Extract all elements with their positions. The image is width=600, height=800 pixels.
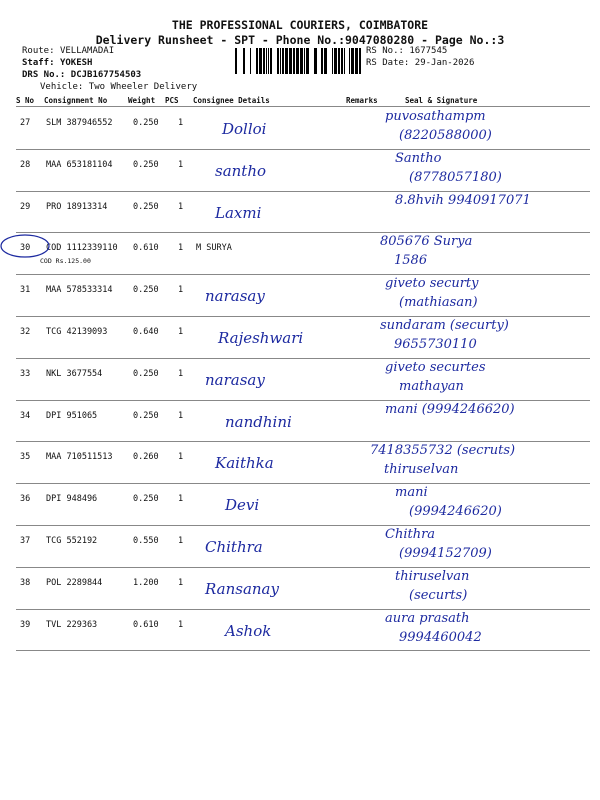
row-sno: 33 [20, 368, 31, 379]
rs-no-value: 1677545 [409, 46, 448, 56]
handwritten-consignee: nandhini [225, 412, 292, 431]
drs-value: DCJB167754503 [70, 70, 142, 80]
circle-mark [1, 235, 49, 257]
row-weight: 0.610 [133, 243, 159, 254]
row-sno: 37 [20, 536, 31, 546]
col-consignee: Consignee Details [193, 96, 270, 105]
row-consignment-no: TVL 229363 [46, 619, 98, 630]
rs-date-value: 29-Jan-2026 [414, 58, 475, 68]
handwritten-consignee: Laxmi [215, 203, 262, 222]
row-sno: 29 [20, 201, 31, 212]
handwritten-seal-signature: aura prasath [385, 610, 470, 626]
col-sno: S No [16, 96, 35, 105]
row-sno: 28 [20, 159, 31, 170]
row-weight: 0.250 [133, 368, 159, 379]
route-value: VELLAMADAI [59, 46, 115, 56]
row-sno: 30 [20, 243, 31, 254]
handwritten-seal-signature: mani (9994246620) [385, 401, 515, 417]
handwritten-seal-signature: sundaram (securty) [380, 318, 509, 333]
row-consignment-no: TCG 552192 [46, 536, 98, 546]
handwritten-seal-signature: mathayan [399, 378, 464, 394]
handwritten-seal-signature: (mathiasan) [399, 295, 478, 311]
row-consignment-no: MAA 578533314 [46, 285, 113, 296]
drs-label: DRS No.: [22, 70, 66, 80]
row-consignment-no: DPI 951065 [46, 410, 98, 421]
row-sno: 32 [20, 327, 31, 337]
row-sno: 34 [20, 410, 31, 421]
col-seal: Seal & Signature [405, 96, 478, 105]
handwritten-seal-signature: (9994246620) [409, 504, 502, 520]
row-pcs: 1 [178, 243, 184, 254]
row-consignment-no: COD 1112339110 [46, 243, 118, 254]
col-consignment: Consignment No [44, 96, 108, 105]
row-sno: 36 [20, 494, 31, 505]
row-consignment-no: POL 2289844 [46, 577, 103, 588]
row-consignment-no: SLM 387946552 [46, 118, 113, 128]
company-title: THE PROFESSIONAL COURIERS, COIMBATORE [171, 18, 429, 32]
handwritten-seal-signature: giveto securty [385, 276, 479, 292]
row-sno: 39 [20, 619, 31, 630]
row-pcs: 1 [178, 118, 184, 128]
staff-value: YOKESH [59, 58, 93, 68]
row-pcs: 1 [178, 619, 184, 630]
row-sno: 38 [20, 577, 31, 588]
row-consignment-no: DPI 948496 [46, 494, 98, 505]
row-pcs: 1 [178, 201, 184, 212]
handwritten-consignee: Chithra [205, 538, 263, 556]
handwritten-consignee: Kaithka [215, 454, 274, 473]
row-pcs: 1 [178, 410, 184, 421]
handwritten-seal-signature: 805676 Surya [380, 234, 473, 250]
row-pcs: 1 [178, 285, 184, 296]
row-weight: 0.610 [133, 619, 159, 630]
handwritten-consignee: Ransanay [205, 579, 279, 598]
handwritten-seal-signature: (9994152709) [399, 546, 492, 561]
handwritten-seal-signature: mani [395, 485, 428, 501]
rs-no-label: RS No.: [366, 46, 404, 56]
handwritten-consignee: Dolloi [222, 120, 267, 138]
row-pcs: 1 [178, 536, 184, 546]
row-weight: 0.640 [133, 327, 159, 337]
row-weight: 0.250 [133, 410, 159, 421]
row-weight: 0.250 [133, 201, 159, 212]
row-consignee: M SURYA [196, 243, 232, 254]
row-weight: 0.550 [133, 536, 159, 546]
handwritten-consignee: Devi [225, 496, 260, 515]
runsheet-subtitle: Delivery Runsheet - SPT - Phone No.:9047080280 - Page No.:3 [95, 33, 505, 47]
row-weight: 0.250 [133, 494, 159, 505]
handwritten-seal-signature: (securts) [409, 587, 468, 603]
handwritten-consignee: narasay [205, 370, 265, 389]
row-weight: 0.250 [133, 285, 159, 296]
handwritten-seal-signature: Chithra [385, 527, 436, 542]
handwritten-seal-signature: (8220588000) [399, 128, 492, 143]
handwritten-seal-signature: thiruselvan [395, 568, 470, 584]
handwritten-seal-signature: puvosathampm [385, 109, 486, 124]
row-consignment-no: TCG 42139093 [46, 327, 108, 337]
row-pcs: 1 [178, 159, 184, 170]
rs-date-label: RS Date: [366, 58, 410, 68]
handwritten-seal-signature: giveto securtes [385, 359, 486, 375]
row-weight: 0.260 [133, 452, 159, 463]
col-weight: Weight [128, 96, 156, 105]
row-weight: 0.250 [133, 159, 159, 170]
handwritten-seal-signature: 9994460042 [399, 629, 482, 645]
handwritten-consignee: Rajeshwari [218, 329, 304, 347]
cod-amount: COD Rs.125.00 [40, 257, 91, 266]
row-sno: 27 [20, 118, 31, 128]
row-consignment-no: NKL 3677554 [46, 368, 103, 379]
handwritten-seal-signature: Santho [395, 150, 442, 166]
row-sno: 31 [20, 285, 31, 296]
route-label: Route: [22, 46, 55, 56]
row-pcs: 1 [178, 368, 184, 379]
row-pcs: 1 [178, 494, 184, 505]
handwritten-consignee: santho [215, 161, 267, 180]
handwritten-seal-signature: 9655730110 [394, 337, 477, 352]
handwritten-seal-signature: thiruselvan [384, 462, 459, 478]
row-pcs: 1 [178, 452, 184, 463]
col-pcs: PCS [165, 96, 179, 105]
handwritten-seal-signature: 7418355732 (secruts) [370, 443, 516, 459]
row-weight: 1.200 [133, 577, 159, 588]
handwritten-seal-signature: (8778057180) [409, 169, 502, 185]
handwritten-seal-signature: 1586 [394, 253, 428, 269]
staff-label: Staff: [22, 58, 55, 68]
vehicle-value: Two Wheeler Delivery [88, 82, 198, 92]
handwritten-consignee: Ashok [225, 621, 272, 640]
row-sno: 35 [20, 452, 31, 463]
row-weight: 0.250 [133, 118, 159, 128]
handwritten-seal-signature: 8.8hvih 9940917071 [395, 192, 531, 208]
row-consignment-no: MAA 653181104 [46, 159, 113, 170]
row-pcs: 1 [178, 577, 184, 588]
handwritten-consignee: narasay [205, 287, 265, 306]
row-pcs: 1 [178, 327, 184, 337]
col-remarks: Remarks [346, 96, 378, 105]
vehicle-label: Vehicle: [40, 82, 84, 92]
row-consignment-no: MAA 710511513 [46, 452, 113, 463]
row-consignment-no: PRO 18913314 [46, 201, 108, 212]
